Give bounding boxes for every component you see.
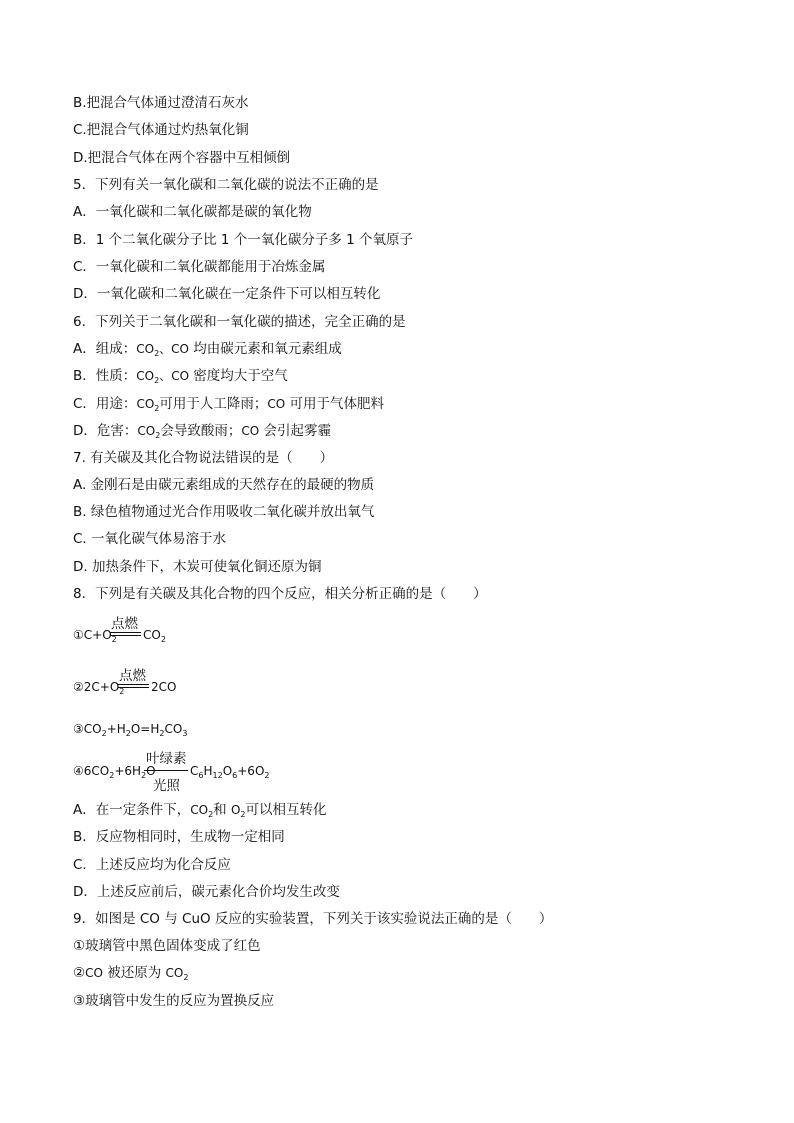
q8-option-d: D．上述反应前后，碳元素化合价均发生改变	[73, 884, 340, 900]
q5-option-a: A．一氧化碳和二氧化碳都是碳的氧化物	[73, 204, 312, 220]
question-9: 9．如图是 CO 与 CuO 反应的实验装置，下列关于该实验说法正确的是（ ）	[73, 911, 553, 927]
eq3-formula: $③CO_2+H_2O=H_2CO_3$	[73, 722, 188, 738]
eq4-condition-bottom: 光照	[153, 778, 180, 794]
eq2-bar-bottom	[118, 687, 149, 688]
eq4-bar	[144, 770, 188, 771]
q7-option-d: D. 加热条件下，木炭可使氧化铜还原为铜	[73, 559, 322, 575]
eq4-condition-top: 叶绿素	[146, 751, 187, 767]
q7-option-c: C. 一氧化碳气体易溶于水	[73, 531, 227, 547]
option-b-limewater: B.把混合气体通过澄清石灰水	[73, 95, 249, 111]
q9-statement-2: ②CO 被还原为 $CO_2$	[73, 965, 189, 982]
option-d-pour: D.把混合气体在两个容器中互相倾倒	[73, 150, 291, 166]
question-7: 7. 有关碳及其化合物说法错误的是（ ）	[73, 450, 334, 466]
q9-statement-3: ③玻璃管中发生的反应为置换反应	[73, 993, 275, 1009]
q6-option-d: D．危害：$CO_2$会导致酸雨；CO 会引起雾霾	[73, 423, 331, 440]
q7-option-a: A. 金刚石是由碳元素组成的天然存在的最硬的物质	[73, 477, 375, 493]
option-c-copper-oxide: C.把混合气体通过灼热氧化铜	[73, 122, 249, 138]
q8-option-a: A．在一定条件下，$CO_2$和 $O_2$可以相互转化	[73, 802, 327, 819]
q8-option-c: C．上述反应均为化合反应	[73, 857, 231, 873]
eq2-reactants: $②2C+O_2$	[73, 680, 125, 696]
q5-option-b: B．1 个二氧化碳分子比 1 个一氧化碳分子多 1 个氧原子	[73, 232, 413, 248]
q6-option-a: A．组成：$CO_2$、CO 均由碳元素和氧元素组成	[73, 341, 342, 358]
eq2-bar-top	[118, 684, 149, 685]
eq1-product: $CO_2$	[143, 628, 166, 644]
eq1-condition: 点燃	[111, 616, 138, 632]
eq1-bar-top	[110, 632, 141, 633]
q8-option-b: B．反应物相同时，生成物一定相同	[73, 829, 285, 845]
question-5: 5．下列有关一氧化碳和二氧化碳的说法不正确的是	[73, 177, 379, 193]
question-6: 6．下列关于二氧化碳和一氧化碳的描述，完全正确的是	[73, 314, 406, 330]
q5-option-c: C．一氧化碳和二氧化碳都能用于冶炼金属	[73, 259, 326, 275]
eq2-condition: 点燃	[119, 668, 146, 684]
eq4-products: $C_6H_{12}O_6+6O_2$	[190, 764, 270, 780]
eq4-reactants: $④6CO_2+6H_2O$	[73, 764, 156, 780]
q9-statement-1: ①玻璃管中黑色固体变成了红色	[73, 938, 261, 954]
q6-option-c: C．用途：$CO_2$可用于人工降雨；CO 可用于气体肥料	[73, 396, 384, 413]
eq2-product: 2CO	[151, 680, 177, 694]
q5-option-d: D．一氧化碳和二氧化碳在一定条件下可以相互转化	[73, 286, 381, 302]
eq1-reactants: $①C+O_2$	[73, 628, 117, 644]
q7-option-b: B. 绿色植物通过光合作用吸收二氧化碳并放出氧气	[73, 504, 375, 520]
question-8: 8．下列是有关碳及其化合物的四个反应，相关分析正确的是（ ）	[73, 586, 487, 602]
q6-option-b: B．性质：$CO_2$、CO 密度均大于空气	[73, 368, 288, 385]
eq1-bar-bottom	[110, 635, 141, 636]
